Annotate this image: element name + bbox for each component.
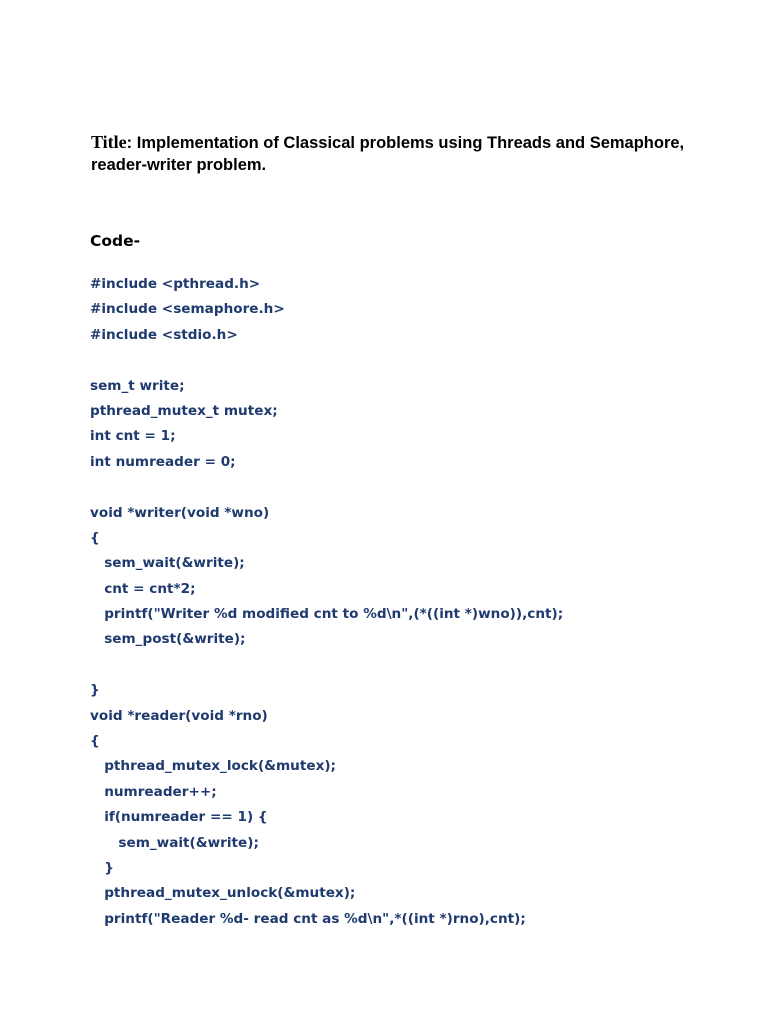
code-line: void *writer(void *wno) [90,504,270,521]
code-line: { [90,733,100,750]
code-heading: Code- [90,232,141,250]
code-line: cnt = cnt*2; [90,580,196,597]
code-line: if(numreader == 1) { [90,809,268,826]
code-line: printf("Reader %d- read cnt as %d\n",*((int *)rno),cnt); [90,910,526,927]
document-title [91,131,691,176]
code-line: sem_post(&write); [90,631,246,648]
code-line [90,653,750,678]
code-line [90,475,750,500]
title-separator: : [126,134,137,152]
code-line: sem_t write; [90,377,185,394]
code-listing [90,272,750,932]
code-line: void *reader(void *rno) [90,707,268,724]
code-line: pthread_mutex_unlock(&mutex); [90,885,356,902]
code-line: sem_wait(&write); [90,555,245,572]
code-line: } [90,682,100,699]
code-line: sem_wait(&write); [90,834,259,851]
code-line: #include <stdio.h> [90,326,238,343]
code-line: printf("Writer %d modified cnt to %d\n",(*((int *)wno)),cnt); [90,606,564,623]
code-line: #include <pthread.h> [90,276,261,292]
code-line: int cnt = 1; [90,428,176,445]
code-line: { [90,529,100,546]
code-line: int numreader = 0; [90,453,236,470]
code-line: numreader++; [90,783,217,800]
title-label: Title [91,132,127,152]
title-text: Implementation of Classical problems using Threads and Semaphore, reader-writer problem. [91,134,685,174]
code-line: #include <semaphore.h> [90,301,285,318]
code-line: pthread_mutex_t mutex; [90,402,278,419]
code-line: } [90,859,114,876]
code-line [90,348,750,373]
code-line: pthread_mutex_lock(&mutex); [90,758,336,775]
